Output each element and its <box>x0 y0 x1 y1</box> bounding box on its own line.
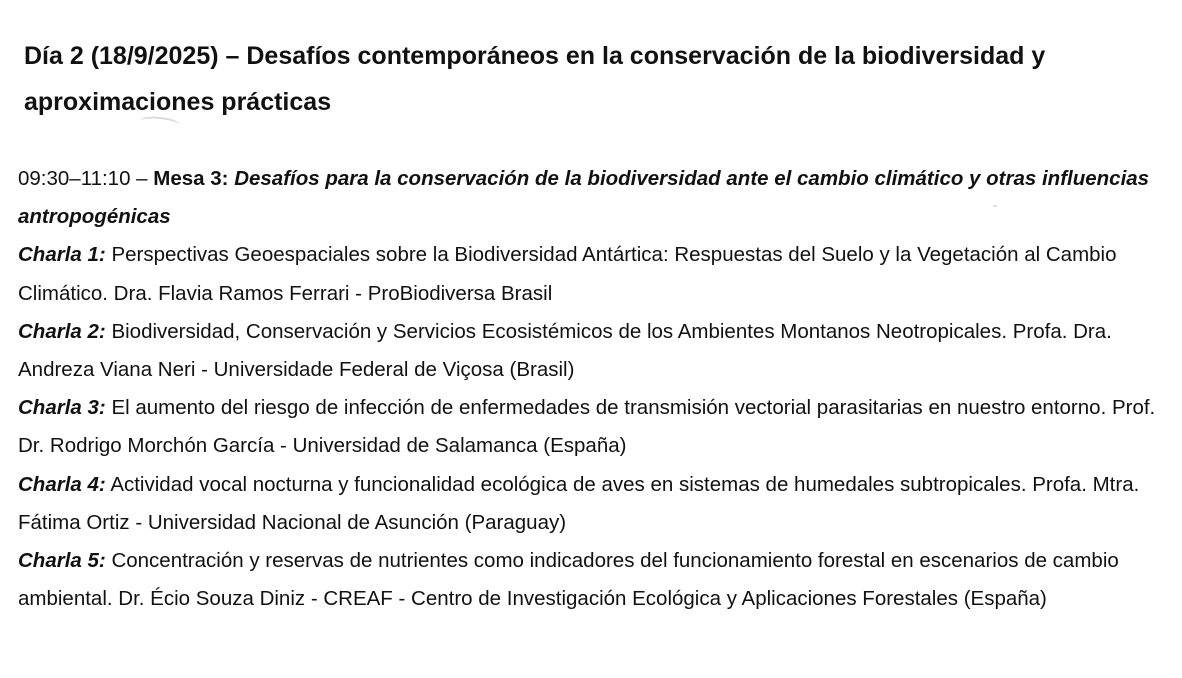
talk-item <box>18 542 1168 618</box>
talk-label: Charla 5: <box>18 549 106 573</box>
session-line <box>18 160 1168 236</box>
session-time: 09:30–11:10 – <box>18 167 154 190</box>
talk-label: Charla 3: <box>18 396 106 420</box>
session-title: Desafíos para la conservación de la biodiversidad ante el cambio climático y otras influencias antropogénicas <box>18 167 1150 229</box>
talk-label: Charla 2: <box>18 319 106 343</box>
talk-text: Actividad vocal nocturna y funcionalidad ecológica de aves en sistemas de humedales subtropicales. Profa. Mtra. Fátima Ortiz - Universidad Nacional de Asunción (Paraguay) <box>18 472 1140 534</box>
talk-text: Perspectivas Geoespaciales sobre la Biodiversidad Antártica: Respuestas del Suelo y la Vegetación al Cambio Climático. Dra. Flavia Ramos Ferrari - ProBiodiversa Brasil <box>18 243 1117 305</box>
program-content <box>18 160 1168 618</box>
talk-text: Concentración y reservas de nutrientes como indicadores del funcionamiento forestal en escenarios de cambio ambiental. Dr. Écio Souza Diniz - CREAF - Centro de Investigación Ecológica y Aplicaciones Forestales (España) <box>18 549 1119 611</box>
day-heading: Día 2 (18/9/2025) – Desafíos contemporáneos en la conservación de la biodiversidad y aproximaciones prácticas <box>24 42 1046 116</box>
talk-text: Biodiversidad, Conservación y Servicios Ecosistémicos de los Ambientes Montanos Neotropicales. Profa. Dra. Andreza Viana Neri - Universidade Federal de Viçosa (Brasil) <box>18 319 1112 382</box>
talk-item <box>18 466 1168 542</box>
talk-item <box>18 389 1168 465</box>
session-label: Mesa 3: <box>153 167 229 190</box>
talk-label: Charla 1: <box>18 243 106 267</box>
talk-item <box>18 313 1168 389</box>
talk-item <box>18 236 1168 312</box>
talk-text: El aumento del riesgo de infección de enfermedades de transmisión vectorial parasitarias en nuestro entorno. Prof. Dr. Rodrigo Morchón García - Universidad de Salamanca (España) <box>18 396 1156 458</box>
talk-label: Charla 4: <box>18 472 106 496</box>
